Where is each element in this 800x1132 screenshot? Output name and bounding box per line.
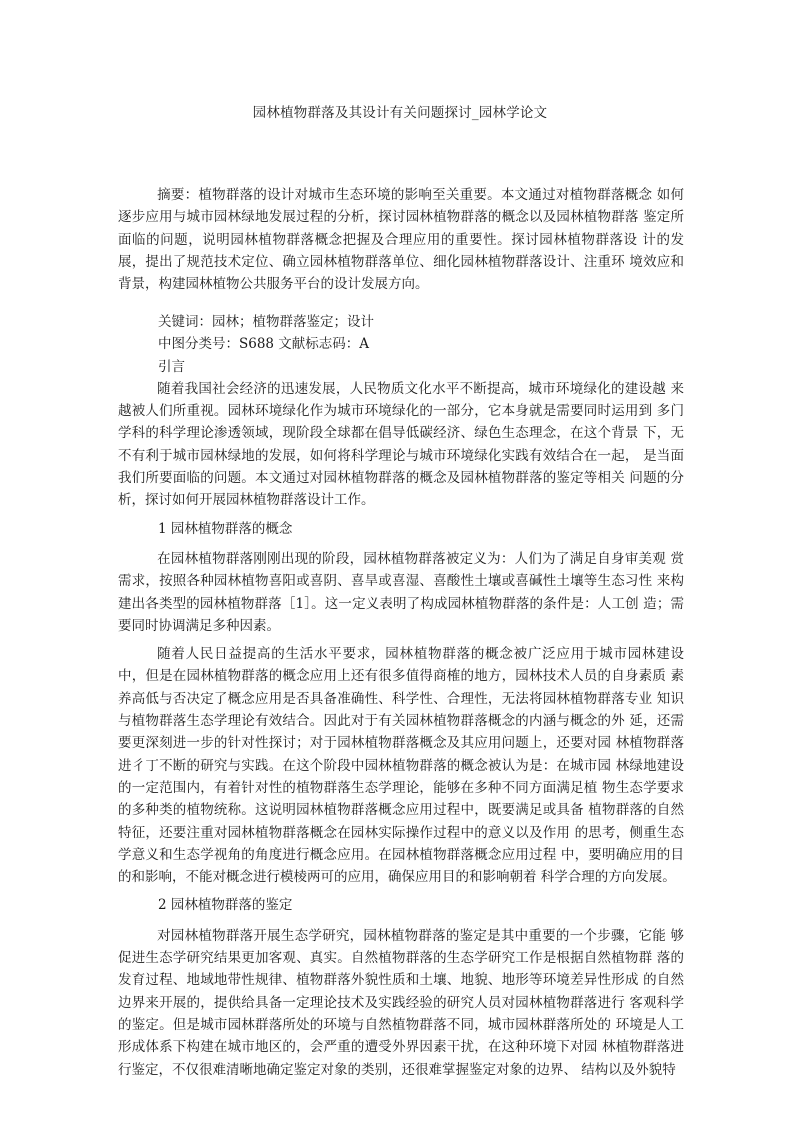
section1-heading: 1 园林植物群落的概念 — [158, 520, 293, 537]
document-title: 园林植物群落及其设计有关问题探讨_园林学论文 — [252, 105, 548, 121]
classification-line: 中图分类号：S688 文献标志码：A — [158, 336, 370, 353]
abstract-paragraph: 摘要：植物群落的设计对城市生态环境的影响至关重要。本文通过对植物群落概念 如何逐步应用与城市园林绿地发展过程的分析，探讨园林植物群落的概念以及园林植物群落 鉴定所面临的问题，说明园林植物群落概念把握及合理应用的重要性。探讨园林植物群落设 计的发展，提出了规范技术定位、确立园林植物群落单位、细化园林植物群落设计、注重环 境效应和背景，构建园林植物公共服务平台的设计发展方向。 — [118, 187, 684, 293]
body-block — [118, 311, 684, 1081]
section2-heading: 2 园林植物群落的鉴定 — [158, 897, 293, 914]
intro-heading: 引言 — [158, 358, 185, 375]
keywords-line: 关键词：园林；植物群落鉴定；设计 — [158, 314, 374, 330]
section2-paragraph-1: 对园林植物群落开展生态学研究，园林植物群落的鉴定是其中重要的一个步骤，它能 够促进生态学研究结果更加客观、真实。自然植物群落的生态学研究工作是根据自然植物群 落的发育过程、地域地带性规律、植物群落外貌性质和土壤、地貌、地形等环境差异性形成 的自然边界来开展的，提供给具备一定理论技术及实践经验的研究人员对园林植物群落进行 客观科学的鉴定。但是城市园林群落所处的环境与自然植物群落不同，城市园林群落所处的 环境是人工形成体系下构建在城市地区的，会严重的遭受外界因素干扰，在这种环境下对园 林植物群落进行鉴定，不仅很难清晰地确定鉴定对象的类别，还很难掌握鉴定对象的边界、 结构以及外貌特 — [118, 927, 684, 1078]
section1-paragraph-1: 在园林植物群落刚刚出现的阶段，园林植物群落被定义为：人们为了满足自身审美观 赏需求，按照各种园林植物喜阳或喜阴、喜旱或喜湿、喜酸性土壤或喜碱性土壤等生态习性 来构建出各类型的园林植物群落［1］。这一定义表明了构成园林植物群落的条件是：人工创 造；需要同时协调满足多种因素。 — [118, 550, 684, 634]
abstract-block — [118, 184, 684, 295]
intro-paragraph: 随着我国社会经济的迅速发展，人民物质文化水平不断提高，城市环境绿化的建设越 来越被人们所重视。园林环境绿化作为城市环境绿化的一部分，它本身就是需要同时运用到 多门学科的科学理论渗透领域，现阶段全球都在倡导低碳经济、绿色生态理念，在这个背景 下，无不有利于城市园林绿地的发展，如何将科学理论与城市环境绿化实践有效结合在一起， 是当面我们所要面临的问题。本文通过对园林植物群落的概念及园林植物群落的鉴定等相关 问题的分析，探讨如何开展园林植物群落设计工作。 — [118, 380, 684, 509]
section1-paragraph-2: 随着人民日益提高的生活水平要求，园林植物群落的概念被广泛应用于城市园林建设 中，但是在园林植物群落的概念应用上还有很多值得商榷的地方，园林技术人员的自身素质 素养高低与否决定了概念应用是否具备准确性、科学性、合理性，无法将园林植物群落专业 知识与植物群落生态学理论有效结合。因此对于有关园林植物群落概念的内涵与概念的外 延，还需要更深刻进一步的针对性探讨；对于园林植物群落概念及其应用问题上，还要对园 林植物群落进彳丁不断的研究与实践。在这个阶段中园林植物群落的概念被认为是：在城市园 林绿地建设的一定范围内，有着针对性的植物群落生态学理论，能够在多种不同方面满足植 物生态学要求的多种类的植物统称。这说明园林植物群落概念应用过程中，既要满足或具备 植物群落的自然特征，还要注重对园林植物群落概念在园林实际操作过程中的意义以及作用 的思考，侧重生态学意义和生态学视角的角度进行概念应用。在园林植物群落概念应用过程 中，要明确应用的目的和影响，不能对概念进行模棱两可的应用，确保应用目的和影响朝着 科学合理的方向发展。 — [118, 646, 684, 886]
